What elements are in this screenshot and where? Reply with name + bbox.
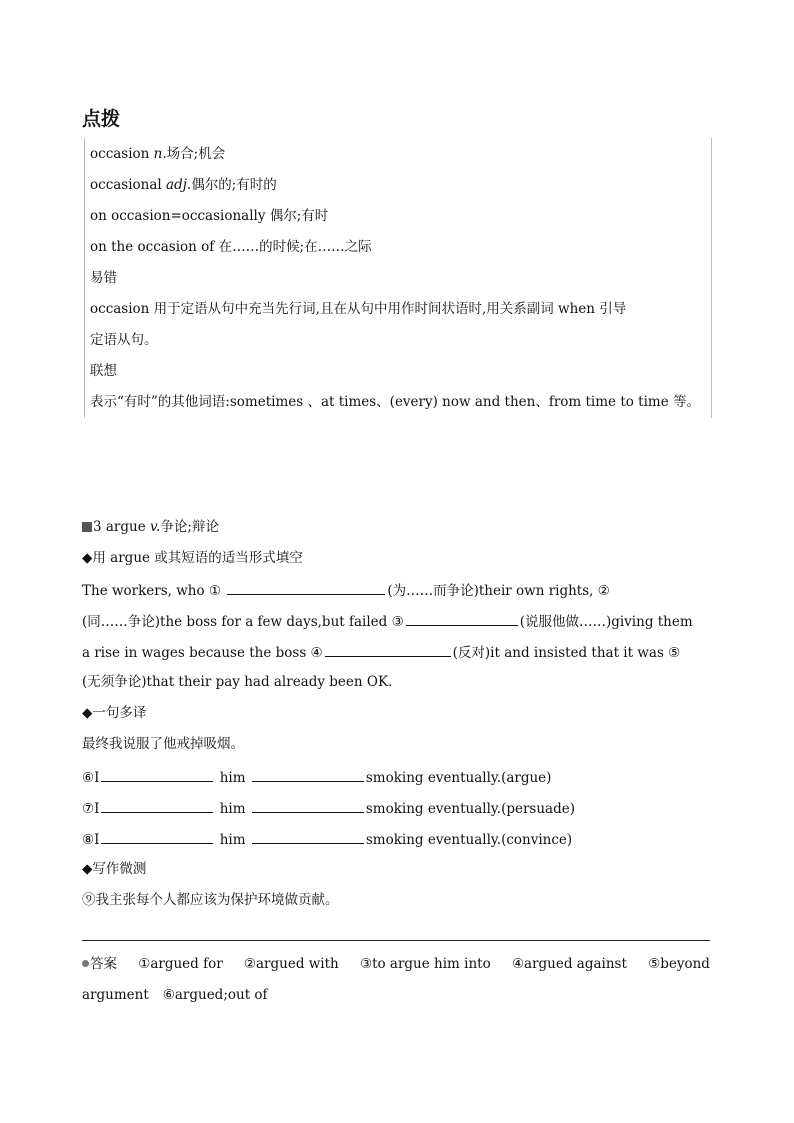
answer-4: ④argued against bbox=[511, 956, 627, 972]
fill-paragraph-line3: a rise in wages because the boss ④ (反对)it and insisted that it was ⑤ bbox=[82, 642, 680, 662]
answer-2: ②argued with bbox=[243, 956, 339, 972]
translation-7: ⑦I him smoking eventually.(persuade) bbox=[82, 798, 575, 818]
tip-line-on-occasion: on occasion=occasionally 偶尔;有时 bbox=[90, 208, 329, 224]
answer-5: ⑤beyond bbox=[648, 956, 710, 972]
square-icon bbox=[82, 522, 92, 532]
tip-title: 点拨 bbox=[82, 108, 121, 130]
fill-title: ◆用 argue 或其短语的适当形式填空 bbox=[82, 550, 303, 566]
answer-icon bbox=[82, 960, 89, 967]
answers-label: 答案 bbox=[90, 956, 117, 972]
answer-3: ③to argue him into bbox=[359, 956, 491, 972]
blank-6a[interactable] bbox=[101, 767, 213, 782]
tip-line-on-the-occasion: on the occasion of 在……的时候;在……之际 bbox=[90, 239, 372, 255]
blank-7a[interactable] bbox=[101, 798, 213, 813]
blank-8a[interactable] bbox=[101, 829, 213, 844]
tip-line-occasion: occasion n.场合;机会 bbox=[90, 146, 226, 162]
write-title: ◆写作微测 bbox=[82, 861, 147, 877]
answers-line2: argument ⑥argued;out of bbox=[82, 987, 268, 1003]
blank-4[interactable] bbox=[325, 642, 451, 657]
fill-paragraph-line2: (同……争论)the boss for a few days,but failed ③ (说服他做……)giving them bbox=[82, 611, 693, 631]
multi-sentence: 最终我说服了他戒掉吸烟。 bbox=[82, 736, 244, 752]
tip-assoc-label: 联想 bbox=[90, 363, 117, 379]
answers-line1 bbox=[82, 955, 710, 973]
blank-6b[interactable] bbox=[252, 767, 364, 782]
answer-6: ⑥argued;out of bbox=[162, 987, 268, 1003]
section-heading: 3 argue v.争论;辩论 bbox=[82, 518, 219, 536]
multi-title: ◆一句多译 bbox=[82, 705, 147, 721]
blank-8b[interactable] bbox=[252, 829, 364, 844]
write-prompt: ⑨我主张每个人都应该为保护环境做贡献。 bbox=[82, 892, 339, 908]
fill-paragraph-line1: The workers, who ① (为……而争论)their own rights, ② bbox=[82, 580, 710, 600]
tip-error-line1: occasion 用于定语从句中充当先行词,且在从句中用作时间状语时,用关系副词 when 引导 bbox=[90, 301, 627, 317]
blank-1[interactable] bbox=[227, 580, 385, 595]
tip-assoc-line: 表示“有时”的其他词语:sometimes 、at times、(every) now and then、from time to time 等。 bbox=[90, 394, 700, 410]
answer-1: ①argued for bbox=[138, 956, 223, 972]
blank-7b[interactable] bbox=[252, 798, 364, 813]
tip-error-line2: 定语从句。 bbox=[90, 332, 158, 348]
divider bbox=[82, 940, 710, 941]
translation-8: ⑧I him smoking eventually.(convince) bbox=[82, 829, 572, 849]
tip-error-label: 易错 bbox=[90, 270, 117, 286]
tip-line-occasional: occasional adj.偶尔的;有时的 bbox=[90, 177, 277, 193]
translation-6: ⑥I him smoking eventually.(argue) bbox=[82, 767, 551, 787]
tip-box bbox=[84, 138, 712, 418]
blank-3[interactable] bbox=[406, 611, 518, 626]
fill-paragraph-line4: (无须争论)that their pay had already been OK. bbox=[82, 674, 393, 690]
